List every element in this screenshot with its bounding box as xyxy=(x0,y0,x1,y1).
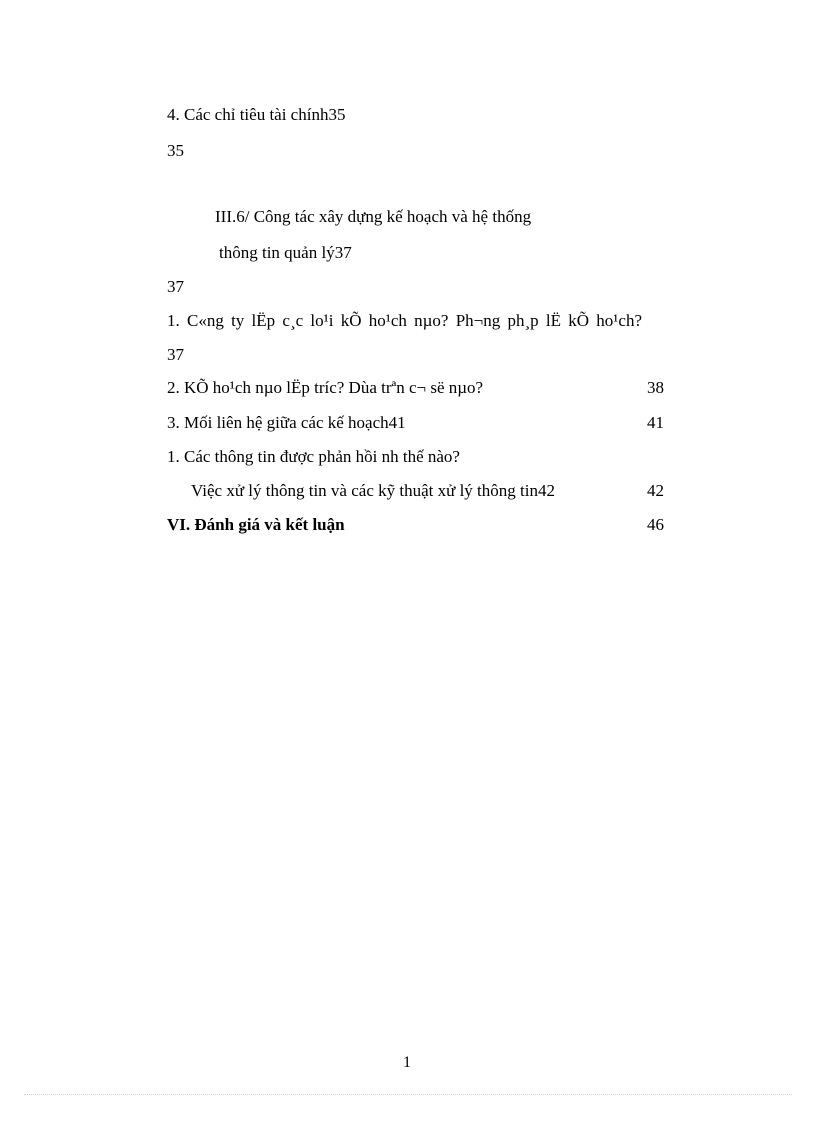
toc-line-item-info-cont: Việc xử lý thông tin và các kỹ thuật xử lý thông tin42 xyxy=(191,481,555,500)
page-bottom-divider xyxy=(24,1094,792,1095)
toc-line-item-2: 2. KÕ ho¹ch nµo lËp tríc? Dùa trªn c¬ së nµo? xyxy=(167,378,484,397)
toc-line-page-ref: 37 xyxy=(167,345,184,364)
toc-line-item-info: 1. Các thông tin được phản hồi nh thế nào? xyxy=(167,447,460,466)
toc-line-financial-indicators: 4. Các chỉ tiêu tài chính35 xyxy=(167,105,346,124)
toc-line-item-1: 1. C«ng ty lËp c¸c lo¹i kÕ ho¹ch nµo? Ph¬ng ph¸p lË kÕ ho¹ch? xyxy=(167,311,642,330)
toc-page-number: 42 xyxy=(647,481,664,500)
toc-line-page-ref: 37 xyxy=(167,277,184,296)
toc-line-item-3: 3. Mối liên hệ giữa các kế hoạch41 xyxy=(167,413,406,432)
toc-line-section-heading-cont: thông tin quản lý37 xyxy=(219,243,352,262)
toc-page-number: 46 xyxy=(647,515,664,534)
toc-line-section-heading: III.6/ Công tác xây dựng kế hoạch và hệ thống xyxy=(215,207,532,226)
toc-page-number: 38 xyxy=(647,378,664,397)
toc-line-page-ref: 35 xyxy=(167,141,184,160)
toc-line-conclusion: VI. Đánh giá và kết luận xyxy=(167,515,345,534)
toc-page-number: 41 xyxy=(647,413,664,432)
page-number: 1 xyxy=(403,1054,411,1071)
